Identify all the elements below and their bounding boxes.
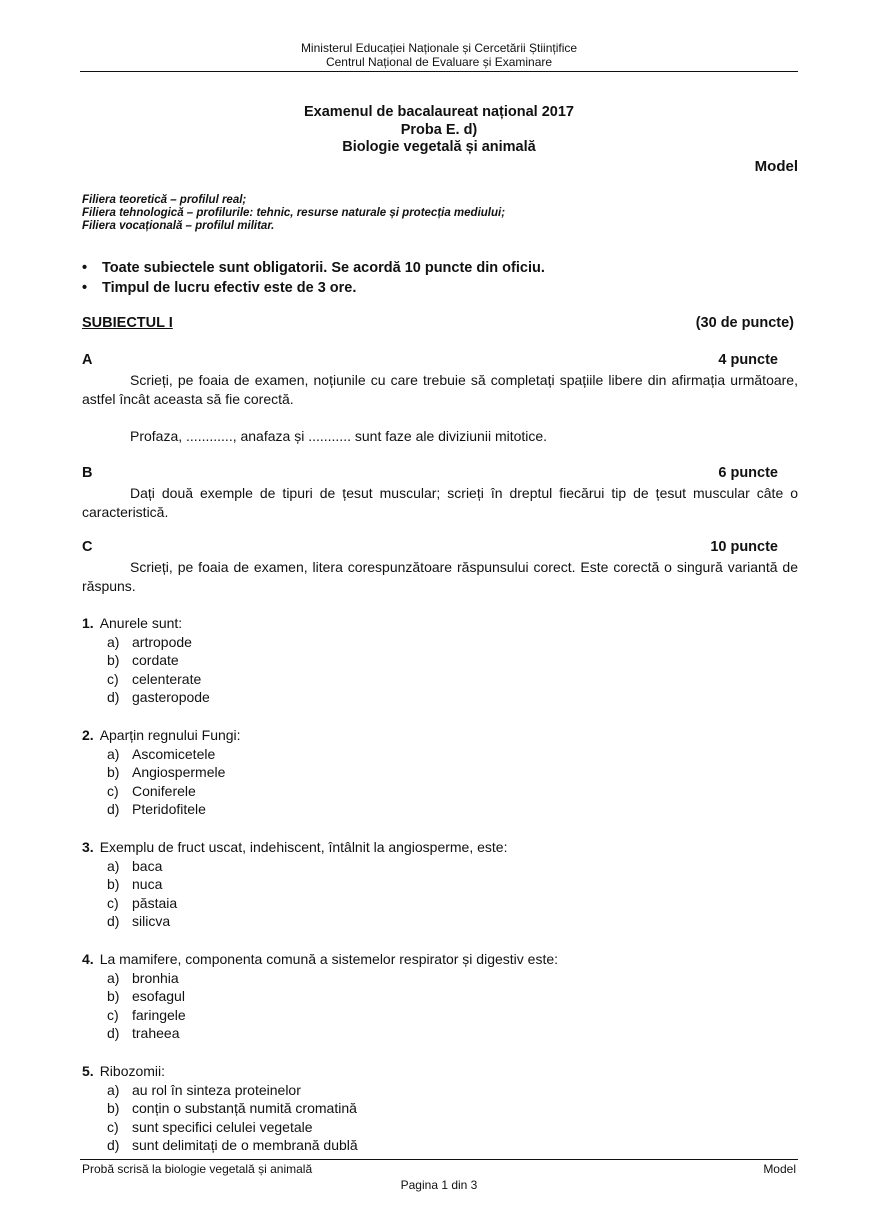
- option-b: b) cordate: [107, 652, 179, 669]
- question-4: [82, 950, 558, 1043]
- section-c-text: Scrieți, pe foaia de examen, litera corespunzătoare răspunsului corect. Este corectă o singură variantă de răspuns.: [82, 559, 798, 594]
- filiera-tehnologica: Filiera tehnologică – profilurile: tehnic, resurse naturale și protecția mediului;: [82, 207, 506, 219]
- exam-rules: [82, 258, 545, 298]
- question-1: [82, 614, 210, 707]
- subiect-label: SUBIECTUL I: [82, 315, 173, 331]
- section-a-heading: [82, 352, 778, 368]
- option-b: b) conțin o substanță numită cromatină: [107, 1100, 357, 1117]
- question-number: 4.: [82, 951, 94, 967]
- section-a-points: 4 puncte: [718, 352, 778, 368]
- page-header: [80, 41, 798, 69]
- footer-left: Probă scrisă la biologie vegetală și animală: [82, 1162, 313, 1176]
- subiect-points: (30 de puncte): [695, 315, 794, 331]
- section-a-text: Scrieți, pe foaia de examen, noțiunile cu care trebuie să completați spațiile libere din afirmația următoare, astfel încât aceasta să fie corectă.: [82, 372, 798, 407]
- model-label: Model: [754, 158, 798, 175]
- question-text: Ribozomii:: [99, 1063, 166, 1079]
- section-a-label: A: [82, 352, 93, 368]
- section-a-statement: Profaza, ............, anafaza și ........... sunt faze ale diviziunii mitotice.: [130, 428, 548, 444]
- option-c: c) sunt specifici celulei vegetale: [107, 1118, 313, 1135]
- section-b-label: B: [82, 465, 93, 481]
- option-d: d) sunt delimitați de o membrană dublă: [107, 1137, 358, 1154]
- question-text: Exemplu de fruct uscat, indehiscent, întâlnit la angiosperme, este:: [99, 839, 508, 855]
- section-b-points: 6 puncte: [718, 465, 778, 481]
- option-c: c) celenterate: [107, 670, 202, 687]
- filiera-vocationala: Filiera vocațională – profilul militar.: [82, 220, 275, 232]
- option-a: a) bronhia: [107, 969, 179, 986]
- question-number: 1.: [82, 615, 94, 631]
- question-text: Aparțin regnului Fungi:: [99, 727, 241, 743]
- section-c-label: C: [82, 539, 93, 555]
- exam-title-block: [80, 104, 798, 157]
- question-number: 2.: [82, 727, 94, 743]
- question-5: [82, 1062, 358, 1155]
- option-c: c) păstaia: [107, 894, 178, 911]
- option-a: a) au rol în sinteza proteinelor: [107, 1081, 301, 1098]
- rule-item: • Toate subiectele sunt obligatorii. Se acordă 10 puncte din oficiu.: [82, 258, 545, 278]
- option-b: b) Angiospermele: [107, 764, 226, 781]
- question-3: [82, 838, 507, 931]
- section-b-heading: [82, 465, 778, 481]
- question-number: 5.: [82, 1063, 94, 1079]
- exam-proba: Proba E. d): [400, 121, 478, 138]
- question-number: 3.: [82, 839, 94, 855]
- header-rule: [80, 71, 798, 72]
- section-c-points: 10 puncte: [710, 539, 778, 555]
- option-a: a) Ascomicetele: [107, 745, 216, 762]
- option-a: a) artropode: [107, 633, 192, 650]
- footer-right: Model: [763, 1162, 796, 1176]
- option-b: b) esofagul: [107, 988, 185, 1005]
- option-b: b) nuca: [107, 876, 163, 893]
- question-2: [82, 726, 241, 819]
- filiera-teoretica: Filiera teoretică – profilul real;: [82, 194, 247, 206]
- exam-title: Examenul de bacalaureat național 2017: [304, 104, 574, 120]
- option-a: a) baca: [107, 857, 163, 874]
- option-c: c) Coniferele: [107, 782, 196, 799]
- page-number: Pagina 1 din 3: [400, 1178, 478, 1192]
- center-name: Centrul Național de Evaluare și Examinare: [325, 55, 553, 69]
- option-d: d) silicva: [107, 913, 171, 930]
- rule-item: • Timpul de lucru efectiv este de 3 ore.: [82, 278, 545, 298]
- section-b-text: Dați două exemple de tipuri de țesut muscular; scrieți în dreptul fiecărui tip de țesut muscular câte o caracteristică.: [82, 485, 798, 520]
- option-d: d) traheea: [107, 1025, 180, 1042]
- exam-subject: Biologie vegetală și animală: [342, 139, 536, 155]
- filiere-list: [82, 194, 505, 233]
- ministry-name: Ministerul Educației Naționale și Cercetării Științifice: [300, 41, 578, 55]
- option-d: d) Pteridofitele: [107, 801, 206, 818]
- option-c: c) faringele: [107, 1006, 186, 1023]
- option-d: d) gasteropode: [107, 689, 210, 706]
- footer-rule: [80, 1159, 798, 1160]
- section-c-heading: [82, 539, 778, 555]
- question-text: Anurele sunt:: [99, 615, 183, 631]
- subiect-heading: [82, 315, 794, 331]
- question-text: La mamifere, componenta comună a sistemelor respirator și digestiv este:: [99, 951, 559, 967]
